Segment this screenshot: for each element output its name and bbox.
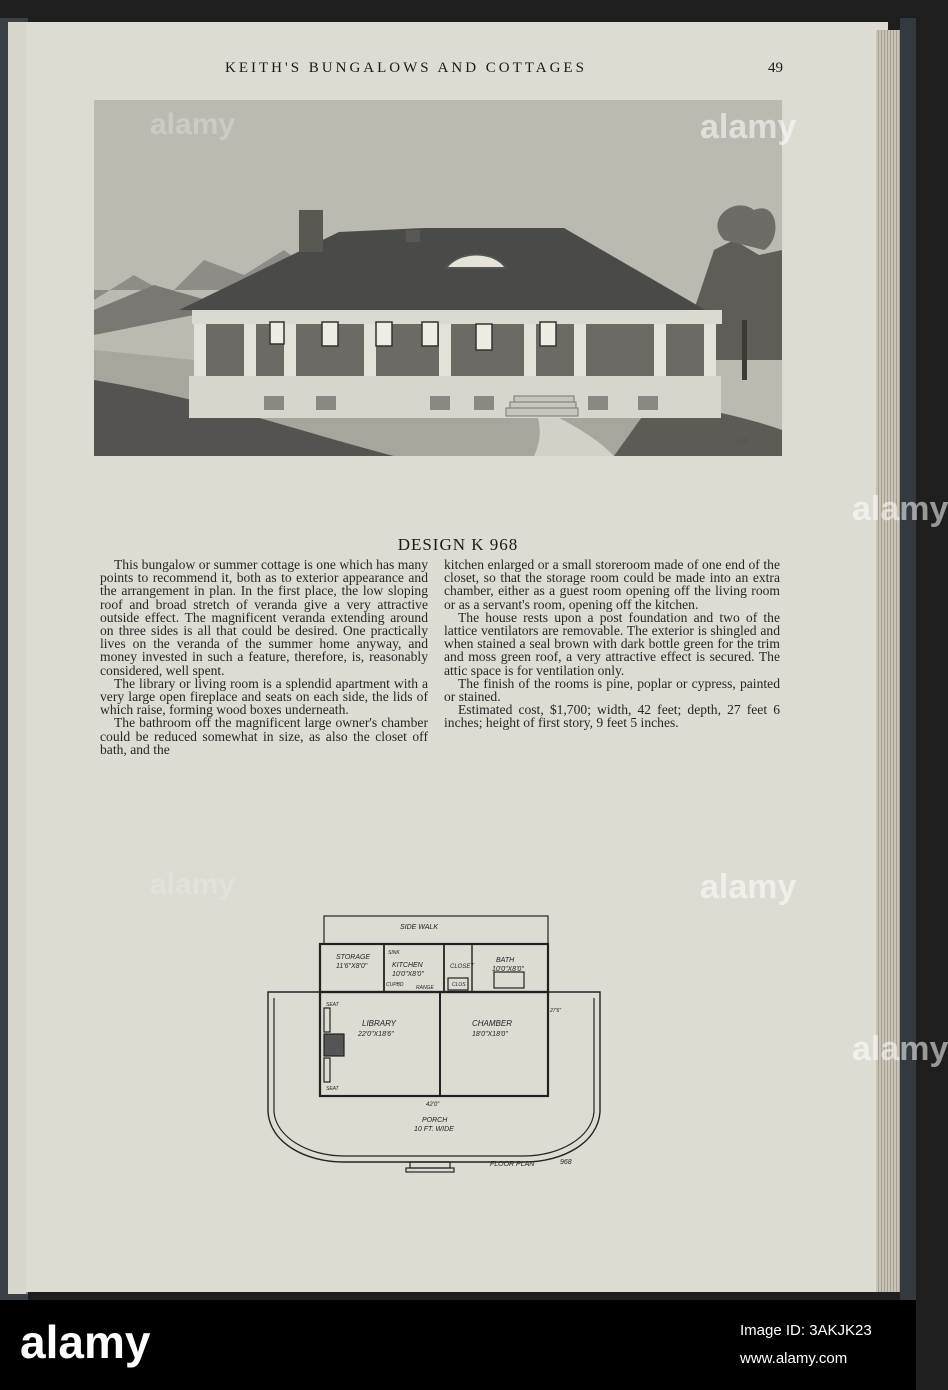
floor-plan-caption: FLOOR PLAN xyxy=(490,1161,535,1168)
paragraph: This bungalow or summer cottage is one which has many points to recommend it, both as to exterior appearance and the arrangement in plan. In the first place, the low sloping roof and broad stretch of veranda give a very attractive outside effect. The magnificent veranda extending around on three sides is all that could be desired. One practically lives on the veranda of the summer home anyway, and money invested in such a feature, therefore, is, reasonably considered, well spent. xyxy=(100,557,428,678)
source-url: www.alamy.com xyxy=(740,1350,848,1367)
watermark: alamy xyxy=(852,1030,948,1068)
body-text-right-column xyxy=(444,558,780,730)
floor-plan-drawing xyxy=(264,912,604,1172)
seat-label: SEAT xyxy=(326,1086,339,1092)
range-label: RANGE xyxy=(416,985,434,991)
page-number: 49 xyxy=(768,60,783,76)
alamy-logo: alamy xyxy=(20,1316,151,1368)
paragraph: The house rests upon a post foundation and two of the lattice ventilators are removable. The exterior is shingled and when stained a seal brown with dark bottle green for the trim and moss green roof, a very attractive effect is secured. The attic space is for ventilation only. xyxy=(444,609,780,678)
sink-label: SINK xyxy=(388,950,400,956)
design-title: DESIGN K 968 xyxy=(397,535,519,554)
watermark: alamy xyxy=(700,108,797,146)
facing-page-edge xyxy=(8,22,28,1294)
paragraph: Estimated cost, $1,700; width, 42 feet; depth, 27 feet 6 inches; height of first story, 9 feet 5 inches. xyxy=(444,702,780,731)
paragraph: The bathroom off the magnificent large owner's chamber could be reduced somewhat in size, as also the closet off bath, and the xyxy=(100,715,428,757)
library-dim: 22'0"X18'6" xyxy=(358,1031,394,1038)
book-cover-right xyxy=(900,18,916,1300)
storage-dim: 11'6"X8'0" xyxy=(336,963,368,970)
kitchen-label: KITCHEN xyxy=(392,962,423,969)
kitchen-dim: 10'0"X8'0" xyxy=(392,971,424,978)
watermark: alamy xyxy=(852,490,948,528)
chamber-dim: 18'0"X18'0" xyxy=(472,1031,508,1038)
seat-label: SEAT xyxy=(326,1002,339,1008)
paragraph: kitchen enlarged or a small storeroom made of one end of the closet, so that the storage room could be made into an extra chamber, either as a guest room opening off the living room or as a servant's room, opening off the kitchen. xyxy=(444,557,780,612)
closet-label: CLOSET xyxy=(450,964,475,970)
chamber-label: CHAMBER xyxy=(472,1019,513,1028)
depth-dimension: 27'6" xyxy=(550,1008,562,1014)
body-text-left-column xyxy=(100,558,428,756)
house-illustration xyxy=(94,100,782,456)
bath-dim: 10'0"X8'0" xyxy=(492,966,524,973)
width-dimension: 42'0" xyxy=(426,1102,440,1108)
porch-dim: 10 FT. WIDE xyxy=(414,1126,454,1133)
side-walk-label: SIDE WALK xyxy=(400,924,438,931)
image-id: Image ID: 3AKJK23 xyxy=(740,1322,872,1339)
design-number: 968 xyxy=(560,1159,572,1166)
paragraph: The library or living room is a splendid apartment with a very large open fireplace and seats on each side, the lids of which raise, forming wood boxes underneath. xyxy=(100,675,428,718)
bungalow-drawing xyxy=(94,100,782,456)
storage-label: STORAGE xyxy=(336,954,371,961)
paragraph: The finish of the rooms is pine, poplar or cypress, painted or stained. xyxy=(444,675,780,705)
clos-label: CLOS xyxy=(452,982,466,988)
watermark: alamy xyxy=(150,868,236,901)
cupbd-label: CUPBD xyxy=(386,982,404,988)
bath-label: BATH xyxy=(496,957,515,964)
artist-signature: 968 xyxy=(734,436,749,447)
watermark: alamy xyxy=(700,868,797,906)
running-head: KEITH'S BUNGALOWS AND COTTAGES xyxy=(225,60,587,76)
chimney xyxy=(299,210,323,252)
watermark: alamy xyxy=(150,108,236,141)
library-label: LIBRARY xyxy=(362,1019,396,1028)
porch-label: PORCH xyxy=(422,1117,448,1124)
